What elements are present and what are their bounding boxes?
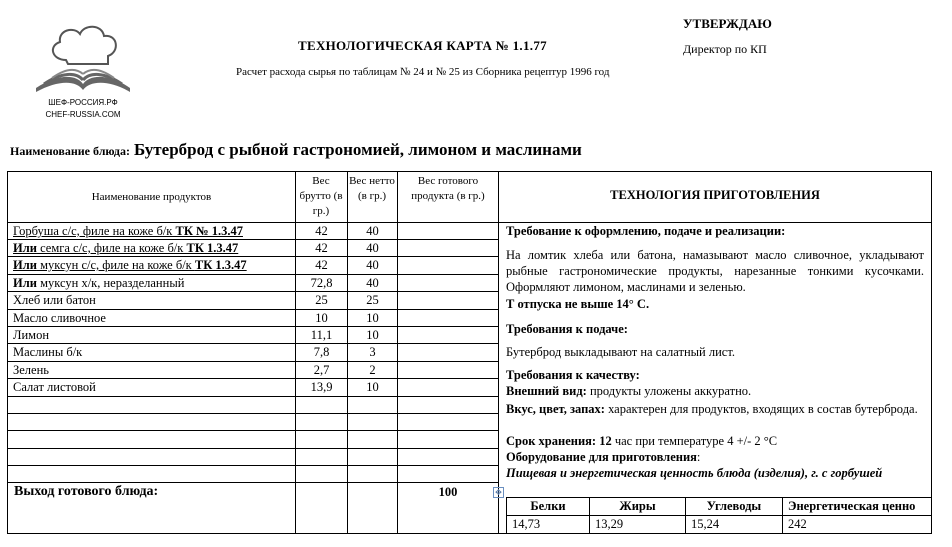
nutrition-value-energy: 242	[788, 517, 807, 531]
chef-hat-book-icon	[28, 18, 138, 108]
approver-role: Директор по КП	[683, 42, 767, 56]
taste-label: Вкус, цвет, запах:	[506, 402, 605, 416]
ingredient-tk: ТК 1.3.47	[186, 241, 239, 255]
gross-value: 13,9	[310, 380, 333, 394]
gross-value: 10	[315, 311, 328, 325]
storage-value: 12	[596, 434, 612, 448]
gross-value: 11,1	[310, 328, 333, 342]
table-row	[13, 223, 243, 239]
nutrition-title: Пищевая и энергетическая ценность блюда (изделия), г. с горбушей	[506, 466, 883, 480]
gross-value: 7,8	[313, 345, 330, 359]
net-value: 40	[366, 276, 379, 290]
net-value: 3	[369, 345, 376, 359]
ingredient-tk: ТК 1.3.47	[194, 258, 247, 272]
nutrition-header-carbs: Углеводы	[706, 499, 762, 513]
header-product: Наименование продуктов	[91, 191, 212, 203]
table-row: Масло сливочное	[13, 311, 106, 325]
ingredient-prefix: Или	[13, 258, 37, 272]
net-value: 40	[366, 241, 379, 255]
nutrition-header-protein: Белки	[530, 499, 566, 513]
table-row: Лимон	[13, 328, 50, 342]
table-row	[13, 257, 247, 273]
net-value: 10	[366, 328, 379, 342]
nutrition-header-energy: Энергетическая ценно	[788, 499, 916, 513]
table-row: Маслины б/к	[13, 345, 83, 359]
table-row: Хлеб или батон	[13, 293, 96, 307]
req1-text: На ломтик хлеба или батона, намазывают масло сливочное, укладывают рыбные гастрономические продукты, нарезанные тонкими кусочками. Оформляют лимоном, маслинами и зеленью.	[506, 248, 924, 294]
table-row	[13, 240, 238, 256]
gross-value: 42	[315, 258, 328, 272]
nutrition-value-fat: 13,29	[595, 517, 624, 531]
net-value: 25	[366, 293, 379, 307]
look-text: продукты уложены аккуратно.	[586, 384, 752, 398]
nutrition-value-protein: 14,73	[512, 517, 541, 531]
ingredient-prefix: Или	[13, 241, 37, 255]
dish-label: Наименование блюда:	[10, 144, 130, 158]
net-value: 10	[366, 380, 379, 394]
req3-title: Требования к качеству:	[506, 368, 640, 382]
storage-text: час при температуре 4 +/- 2 °С	[611, 434, 778, 448]
gross-value: 72,8	[310, 276, 333, 290]
net-value: 40	[366, 224, 379, 238]
net-value: 10	[366, 311, 379, 325]
quality-look	[506, 383, 751, 399]
quality-taste	[506, 401, 924, 417]
table-row: Зелень	[13, 363, 49, 377]
header-gross: Вес брутто (в гр.)	[299, 175, 343, 217]
req2-title: Требования к подаче:	[506, 322, 628, 336]
gross-value: 2,7	[313, 363, 330, 377]
ingredient-name: семга с/с, филе на коже б/к	[36, 241, 187, 255]
card-title: ТЕХНОЛОГИЧЕСКАЯ КАРТА № 1.1.77	[298, 38, 547, 53]
gross-value: 42	[315, 224, 328, 238]
ingredient-prefix: Или	[13, 276, 37, 290]
approve-title: УТВЕРЖДАЮ	[683, 16, 772, 31]
card-subtitle: Расчет расхода сырья по таблицам № 24 и № 25 из Сборника рецептур 1996 год	[236, 66, 610, 78]
taste-text: характерен для продуктов, входящих в состав бутерброда.	[604, 402, 918, 416]
ingredient-name: муксун с/с, филе на коже б/к	[36, 258, 195, 272]
header-net: Вес нетто (в гр.)	[349, 175, 395, 202]
serving-temperature: Т отпуска не выше 14° С.	[506, 297, 650, 311]
ingredient-tk: ТК № 1.3.47	[175, 224, 243, 238]
output-value: 100	[438, 485, 458, 499]
header-ready: Вес готового продукта (в гр.)	[411, 175, 485, 202]
look-label: Внешний вид:	[506, 384, 587, 398]
dish-name: Бутерброд с рыбной гастрономией, лимоном и маслинами	[133, 140, 582, 159]
storage-line	[506, 433, 777, 449]
nutrition-header-fat: Жиры	[619, 499, 656, 513]
equipment-colon: :	[696, 450, 701, 464]
table-row: Салат листовой	[13, 380, 96, 394]
equipment-line	[506, 449, 700, 465]
req2-text: Бутерброд выкладывают на салатный лист.	[506, 345, 735, 359]
dish-name-line	[10, 140, 582, 160]
output-label: Выход готового блюда:	[14, 484, 159, 499]
logo-text-en: CHEF-RUSSIA.COM	[45, 110, 121, 119]
header-technology: ТЕХНОЛОГИЯ ПРИГОТОВЛЕНИЯ	[610, 188, 820, 202]
logo-text-ru: ШЕФ-РОССИЯ.РФ	[48, 98, 118, 107]
table-row	[13, 275, 184, 291]
nutrition-value-carbs: 15,24	[691, 517, 720, 531]
ingredient-name: муксун х/к, неразделанный	[36, 276, 185, 290]
gross-value: 25	[315, 293, 328, 307]
chef-russia-logo	[28, 18, 138, 123]
req1-title: Требование к оформлению, подаче и реализации:	[506, 224, 786, 238]
table-move-handle-icon[interactable]: ✥	[493, 487, 504, 498]
gross-value: 42	[315, 241, 328, 255]
ingredient-name: Горбуша с/с, филе на коже б/к	[13, 224, 176, 238]
net-value: 2	[369, 363, 376, 377]
net-value: 40	[366, 258, 379, 272]
equipment-label: Оборудование для приготовления	[506, 450, 697, 464]
storage-label: Срок хранения:	[506, 434, 597, 448]
